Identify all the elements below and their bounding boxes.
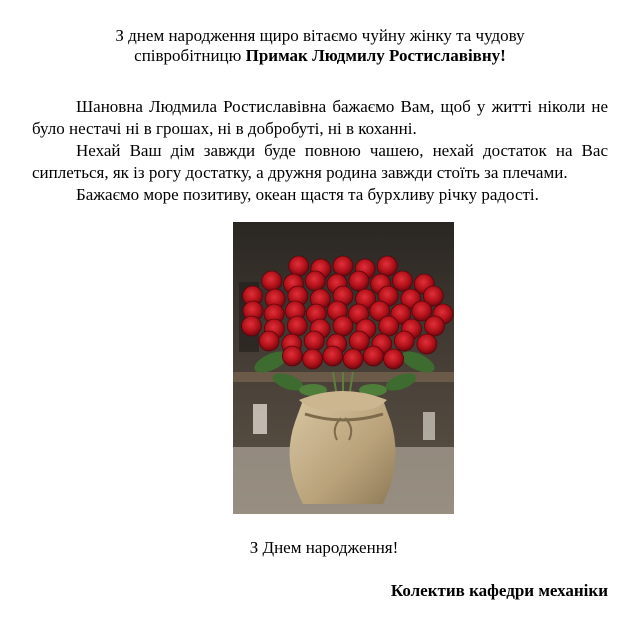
rose [333, 256, 353, 276]
wishes-text [32, 96, 608, 206]
rose [425, 316, 445, 336]
wish-paragraph-2: Нехай Ваш дім завжди буде повною чашею, нехай достаток на Вас сиплеться, як із рогу достатку, а дружня родина завжди стоїть за плечами. [32, 141, 608, 182]
rose [333, 316, 353, 336]
rose [394, 331, 414, 351]
wish-paragraph-1: Шановна Людмила Ростиславівна бажаємо Вам, щоб у житті ніколи не було нестачі ні в грошах, ні в добробуті, ні в коханні. [32, 97, 608, 138]
rose [259, 331, 279, 351]
rose-bouquet-photo [233, 222, 454, 514]
closing-wish: З Днем народження! [249, 538, 399, 557]
rose [384, 349, 404, 369]
rose [262, 271, 282, 291]
greeting-line-2 [30, 46, 610, 66]
rose-bouquet-icon [233, 222, 454, 514]
rose [349, 271, 369, 291]
rose [304, 331, 324, 351]
rose [363, 346, 383, 366]
rose [282, 346, 302, 366]
greeting-heading [30, 26, 610, 66]
rose [305, 271, 325, 291]
recipient-name: Примак Людмилу Ростиславівну! [245, 46, 506, 65]
rose [379, 316, 399, 336]
rose [343, 349, 363, 369]
wish-paragraph-3: Бажаємо море позитиву, океан щастя та бурхливу річку радості. [76, 185, 539, 204]
rose [323, 346, 343, 366]
rose [393, 271, 413, 291]
rose [349, 331, 369, 351]
rose [289, 256, 309, 276]
greeting-line-2-prefix: співробітницю [134, 46, 246, 65]
rose [417, 334, 437, 354]
rose [242, 316, 262, 336]
signature: Колектив кафедри механіки [390, 581, 608, 600]
rose [377, 256, 397, 276]
greeting-line-1: З днем народження щиро вітаємо чуйну жінку та чудову [115, 26, 525, 45]
rose [303, 349, 323, 369]
rose [287, 316, 307, 336]
